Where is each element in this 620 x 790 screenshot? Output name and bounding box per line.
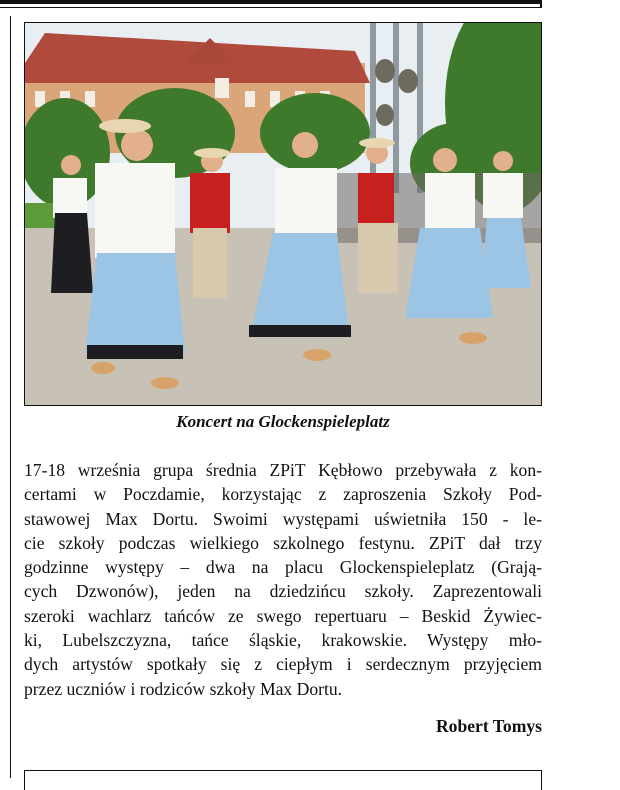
- folk-dance-photo: [24, 22, 542, 406]
- article-line: cych Dzwonów), jeden na dziedzińcu szkoły. Zaprezentowali: [24, 581, 542, 602]
- article-line: szeroki wachlarz tańców ze swego repertuaru – Beskid Żywiec-: [24, 605, 542, 626]
- article-line: przez uczniów i rodziców szkoły Max Dortu.: [24, 678, 343, 699]
- article-line: dych artystów spotkały się z ciepłym i serdecznym przyjęciem: [24, 654, 542, 675]
- article-line: ki, Lubelszczyzna, tańce śląskie, krakowskie. Występy mło-: [24, 630, 542, 651]
- top-rule-cap: [540, 0, 542, 8]
- article-line: certami w Poczdamie, korzystając z zaproszenia Szkoły Pod-: [24, 484, 542, 505]
- article-author: Robert Tomys: [435, 716, 542, 736]
- top-rule-thin: [0, 7, 541, 8]
- photo-caption: Koncert na Glockenspieleplatz: [176, 412, 390, 431]
- photo-illustration: [25, 23, 541, 405]
- left-column-rule: [10, 16, 11, 778]
- article-line: godzinne występy – dwa na placu Glockenspieleplatz (Grają-: [24, 557, 542, 578]
- top-rule-thick: [0, 0, 541, 4]
- article-line: cie szkoły podczas wielkiego szkolnego festynu. ZPiT dał trzy: [24, 532, 542, 553]
- article-line: stawowej Max Dortu. Swoimi występami uświetniła 150 - le-: [24, 508, 542, 529]
- article-body: [24, 458, 542, 701]
- next-article-frame: [24, 770, 542, 790]
- article-line: 17-18 września grupa średnia ZPiT Kębłowo przebywała z kon-: [24, 460, 542, 480]
